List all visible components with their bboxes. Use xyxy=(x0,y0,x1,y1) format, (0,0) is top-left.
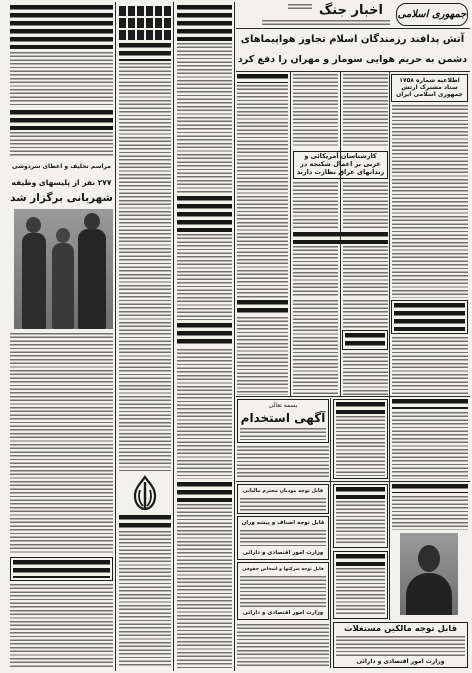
article-text xyxy=(237,85,288,298)
section-rule xyxy=(236,28,470,29)
tax-ad-text xyxy=(240,530,326,548)
photo-figure-head xyxy=(26,217,41,233)
article-text xyxy=(10,52,113,107)
article-text xyxy=(119,63,171,471)
article-text xyxy=(119,531,171,668)
article-headline xyxy=(177,323,232,347)
column-rule xyxy=(389,72,390,620)
tax-ad-title: قابل توجه مالکین مستغلات xyxy=(343,625,458,634)
article-text xyxy=(293,74,338,148)
column-rule xyxy=(115,2,116,671)
police-headline-line-3: شهربانی برگزار شد xyxy=(10,192,113,204)
section-title: اخبار جنگ xyxy=(318,3,383,18)
photo-figure xyxy=(78,229,106,329)
article-headline-box xyxy=(10,557,113,581)
classified-ad xyxy=(333,551,388,619)
article-headline xyxy=(345,333,385,347)
classified-ad xyxy=(333,399,388,479)
photo-figure-head xyxy=(84,213,100,230)
emblem-icon xyxy=(127,474,163,512)
tax-ad xyxy=(237,562,329,620)
article-text xyxy=(293,300,338,395)
article-headline xyxy=(392,399,468,409)
tax-ad-title: قابل توجه شرکتها و اشخاص حقوقی xyxy=(242,567,324,572)
tax-ad-footer: وزارت امور اقتصادی و دارائی xyxy=(242,610,324,616)
article-text xyxy=(343,74,388,148)
article-headline xyxy=(119,43,171,61)
tax-ad xyxy=(237,484,329,514)
tax-ad xyxy=(333,622,468,668)
article-headline xyxy=(177,196,232,232)
article-text xyxy=(392,412,468,479)
section-rule xyxy=(236,71,470,72)
article-headline xyxy=(10,110,113,130)
article-text xyxy=(237,317,288,395)
portrait-photo xyxy=(400,533,458,615)
employment-ad xyxy=(237,399,329,443)
article-text xyxy=(10,132,113,156)
article-text xyxy=(392,105,468,298)
main-headline-line-1: آتش پدافند رزمندگان اسلام تجاوز هواپیماهای xyxy=(240,34,465,45)
section-rule xyxy=(236,396,470,397)
torture-headline: کارشناسان آمریکائی و غربی بر اعمال شکنجه در زندانهای عراق نظارت دارند xyxy=(293,151,388,179)
article-headline-box xyxy=(342,330,388,350)
tax-ad-footer: وزارت امور اقتصادی و دارائی xyxy=(356,658,445,665)
logo-pattern xyxy=(119,6,171,40)
employment-ad-text xyxy=(240,428,326,440)
column-rule xyxy=(173,2,174,671)
photo-figure-head xyxy=(56,228,70,243)
tax-ad-text xyxy=(336,636,465,656)
photo-figure xyxy=(22,233,46,329)
tax-ad-text xyxy=(240,498,326,511)
article-headline xyxy=(237,74,288,83)
article-text xyxy=(343,246,388,298)
article-text xyxy=(293,182,338,230)
announcement-heading xyxy=(394,303,465,331)
section-rule xyxy=(236,481,470,482)
article-text xyxy=(237,624,329,668)
portrait-head xyxy=(418,545,440,572)
classified-ad-heading xyxy=(336,487,385,499)
classified-ad-text xyxy=(336,416,385,476)
article-text xyxy=(177,234,232,320)
article-text xyxy=(343,182,388,230)
article-headline xyxy=(177,482,232,502)
tax-ad-text xyxy=(240,576,326,608)
classified-ad-text xyxy=(336,501,385,545)
army-notice-title: اطلاعیه شماره ۱۷۵۸ ستاد مشترک ارتش جمهوری اسلامی ایران xyxy=(396,77,463,99)
article-headline xyxy=(13,560,110,578)
article-text xyxy=(392,496,468,530)
article-headline xyxy=(237,300,288,314)
article-text xyxy=(10,584,113,668)
article-headline xyxy=(10,5,113,49)
tax-ad-title: قابل توجه مودیان محترم مالیاتی xyxy=(242,488,324,494)
main-headline-line-2: دشمن به حریم هوایی سومار و مهران را دفع کرد xyxy=(237,54,468,65)
article-text xyxy=(343,300,388,328)
article-text xyxy=(392,337,468,395)
article-text xyxy=(343,353,388,395)
dateline xyxy=(262,20,390,25)
column-rule xyxy=(330,398,331,668)
article-text xyxy=(177,504,232,668)
masthead-title: جمهوری اسلامی xyxy=(396,3,468,26)
announcement-box xyxy=(391,300,468,334)
portrait-shoulders xyxy=(406,573,452,615)
tax-ad-footer: وزارت امور اقتصادی و دارائی xyxy=(242,550,324,556)
article-text xyxy=(237,446,329,479)
article-text xyxy=(293,246,338,298)
column-rule xyxy=(234,2,235,671)
column-rule xyxy=(290,72,291,396)
tax-ad xyxy=(237,516,329,560)
police-headline-line-1: مراسم تحلیف و اعطای سردوشی xyxy=(12,163,111,170)
article-headline xyxy=(119,515,171,529)
photo-figure xyxy=(52,243,74,329)
classified-ad-heading xyxy=(336,402,385,414)
article-text xyxy=(177,349,232,479)
article-headline xyxy=(392,484,468,493)
police-ceremony-photo xyxy=(14,209,113,329)
employment-ad-title: آگهی استخدام xyxy=(240,411,326,425)
classified-ad xyxy=(333,484,388,548)
article-text xyxy=(10,333,113,555)
army-notice-box xyxy=(391,74,468,102)
classified-ad-heading xyxy=(336,554,385,566)
page-label xyxy=(288,4,312,9)
employment-ad-header: بسمه تعالی xyxy=(268,402,298,409)
police-headline-line-2: ۲۷۷ نفر از پلیسهای وظیفه xyxy=(11,178,112,187)
tax-ad-title: قابل توجه اصناف و پیشه وران xyxy=(241,520,325,526)
article-headline xyxy=(293,232,388,244)
article-text xyxy=(177,43,232,193)
classified-ad-text xyxy=(336,568,385,616)
article-headline xyxy=(177,5,232,41)
